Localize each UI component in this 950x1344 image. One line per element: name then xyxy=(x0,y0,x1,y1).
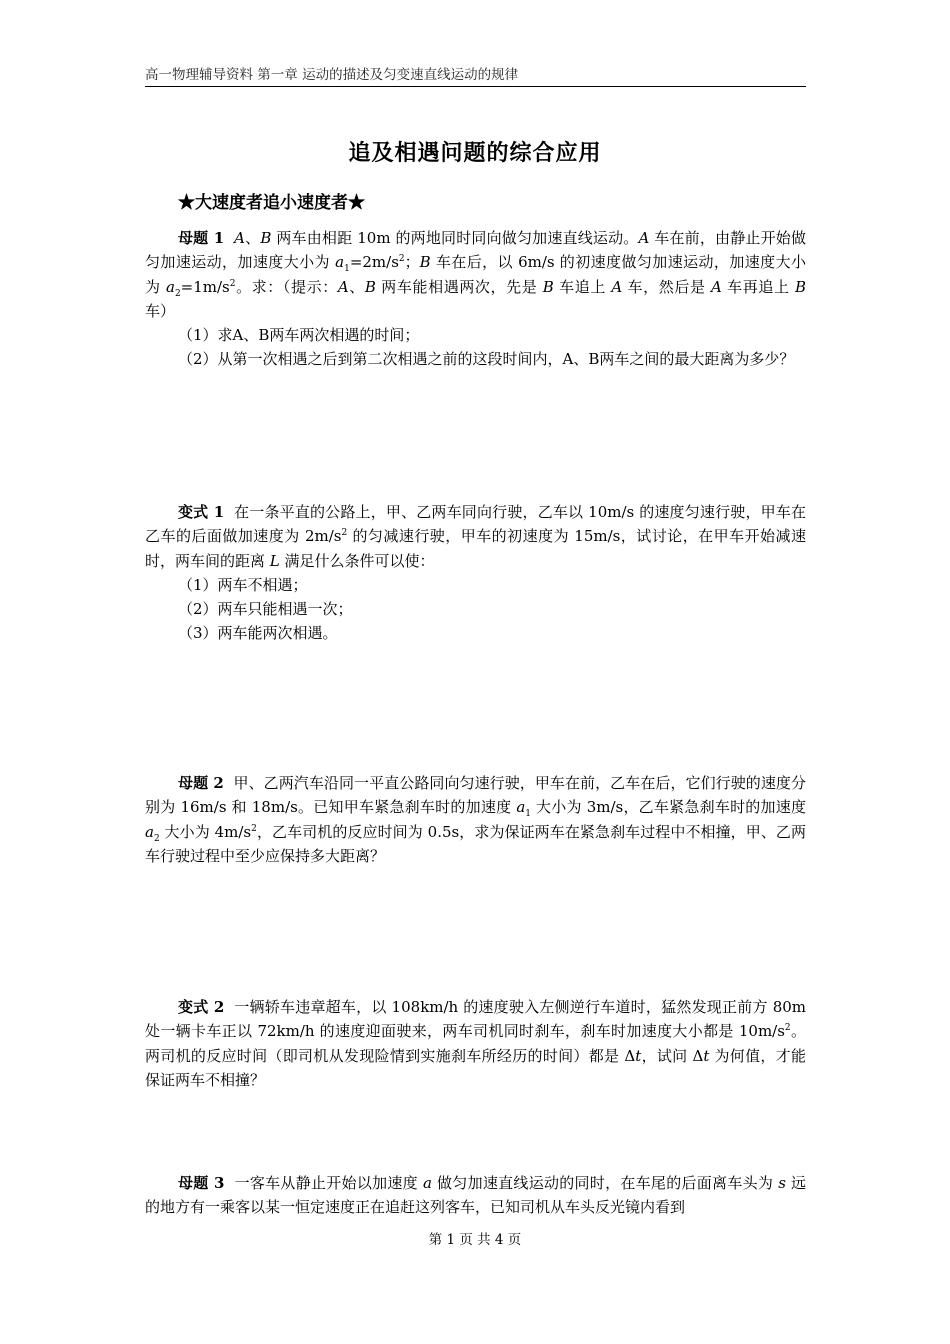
problem-block-1 xyxy=(145,226,806,372)
problem-block-2 xyxy=(145,500,806,646)
page-header xyxy=(145,64,806,87)
question-item: （3）两车能两次相遇。 xyxy=(178,624,338,643)
question-item: （1）求A、B两车两次相遇的时间； xyxy=(178,326,420,345)
problem-block-4 xyxy=(145,995,806,1092)
document-title: 追及相遇问题的综合应用 xyxy=(348,140,602,166)
problem-label: 母题 2 xyxy=(178,774,224,792)
problem-label: 母题 1 xyxy=(178,229,225,247)
problem-block-5 xyxy=(145,1171,806,1220)
problem-block-3 xyxy=(145,771,806,868)
problem-statement: 变式 2 一辆轿车违章超车，以 108km/h 的速度驶入左侧逆行车道时，猛然发现正前方 80m 处一辆卡车正以 72km/h 的速度迎面驶来，两车司机同时刹车，刹车时加速度大小都是 $10m/s^2$。两司机的反应时间（即司机从发现险情到实施刹车所经历的时间）都是 Δt，试问 Δt 为何值，才能保证两车不相撞？ xyxy=(145,998,806,1089)
question-item: （1）两车不相遇； xyxy=(178,575,308,594)
problem-statement: 母题 1 A、B 两车由相距 10m 的两地同时同向做匀加速直线运动。A 车在前，由静止开始做匀加速运动，加速度大小为 $a_1=2m/s^2$；B 车在后，以 6m/s 的初速度做匀加速运动，加速度大小为 $a_2=1m/s^2$。求：（提示：A、B 两车能相遇两次，先是 B 车追上 A 车，然后是 A 车再追上 B 车） xyxy=(145,229,806,320)
problem-statement: 变式 1 在一条平直的公路上，甲、乙两车同向行驶，乙车以 10m/s 的速度匀速行驶，甲车在乙车的后面做加速度为 $2m/s^2$ 的匀减速行驶，甲车的初速度为 15m/s，试讨论，在甲车开始减速时，两车间的距离 L 满足什么条件可以使： xyxy=(145,503,806,570)
page-indicator: 第 1 页 共 4 页 xyxy=(428,1232,522,1248)
problem-statement: 母题 2 甲、乙两汽车沿同一平直公路同向匀速行驶，甲车在前，乙车在后，它们行驶的速度分别为 16m/s 和 18m/s。已知甲车紧急刹车时的加速度 $a_1$ 大小为 3m/s，乙车紧急刹车时的加速度 $a_2$ 大小为 $4m/s^2$，乙车司机的反应时间为 0.5s，求为保证两车在紧急刹车过程中不相撞，甲、乙两车行驶过程中至少应保持多大距离？ xyxy=(145,774,806,865)
problem-statement: 母题 3 一客车从静止开始以加速度 a 做匀加速直线运动的同时，在车尾的后面离车头为 s 远的地方有一乘客以某一恒定速度正在追赶这列客车，已知司机从车头反光镜内看到 xyxy=(145,1174,806,1217)
question-item: （2）两车只能相遇一次； xyxy=(178,600,353,619)
page-footer xyxy=(0,1228,950,1248)
section-heading: ★大速度者追小速度者★ xyxy=(178,193,365,213)
problem-label: 母题 3 xyxy=(178,1174,225,1192)
problem-label: 变式 2 xyxy=(178,998,225,1016)
problem-label: 变式 1 xyxy=(178,503,225,521)
question-item: （2）从第一次相遇之后到第二次相遇之前的这段时间内，A、B两车之间的最大距离为多少？ xyxy=(178,350,795,369)
header-text: 高一物理辅导资料 第一章 运动的描述及匀变速直线运动的规律 xyxy=(145,67,519,83)
